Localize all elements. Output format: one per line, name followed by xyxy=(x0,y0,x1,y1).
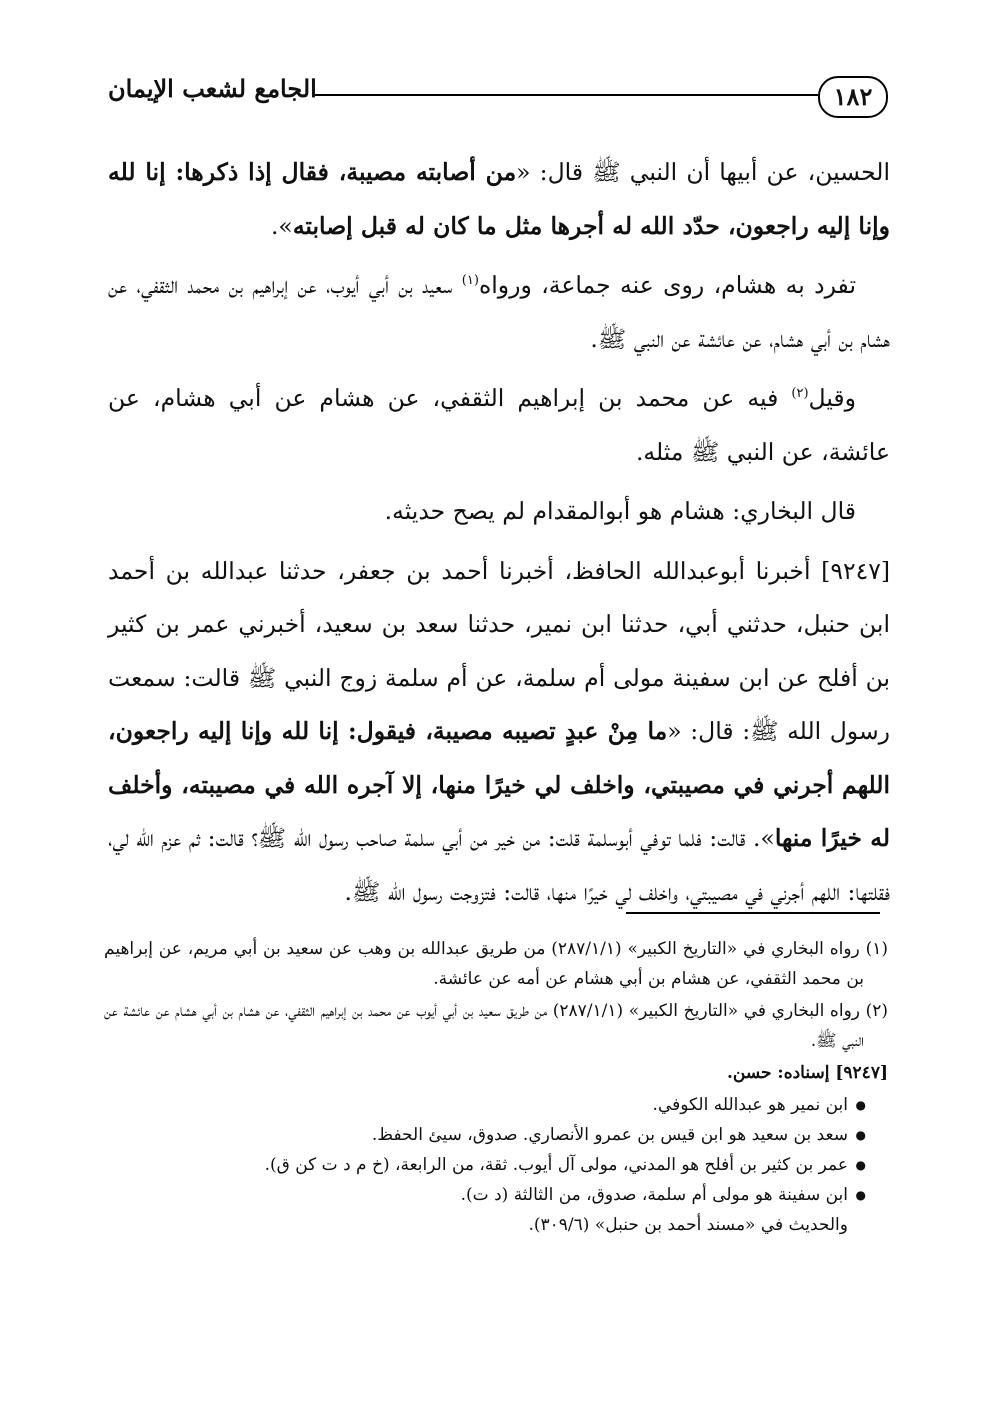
paragraph-2-rest: سعيد بن أبي أيوب، عن إبراهيم بن محمد الثقفي، عن هشام بن أبي هشام، عن عائشة عن النبي ﷺ. xyxy=(108,271,890,353)
footnote-ref-1[interactable]: (١) xyxy=(461,273,479,289)
hadith-quote-1: من أصابته مصيبة، فقال إذا ذكرها: إنا لله وإنا إليه راجعون، حدّد الله له أجرها مثل ما كان له قبل إصابته xyxy=(108,158,890,240)
paragraph-2-lead: تفرد به هشام، روى عنه جماعة، ورواه xyxy=(478,271,856,299)
footnotes-section xyxy=(104,934,888,1242)
closing-reference: والحديث في «مسند أحمد بن حنبل» (٣٠٩/٦). xyxy=(528,1215,848,1235)
paragraph-3-rest: فيه عن محمد بن إبراهيم الثقفي، عن هشام عن أبي هشام، عن عائشة، عن النبي ﷺ مثله. xyxy=(108,384,890,466)
main-text xyxy=(108,146,890,919)
list-item: ● ابن نمير هو عبدالله الكوفي. xyxy=(104,1090,848,1120)
footnote-separator xyxy=(626,912,880,914)
paragraph-4: قال البخاري: هشام هو أبوالمقدام لم يصح حديثه. xyxy=(384,497,856,525)
paragraph-5-lead: [٩٢٤٧] أخبرنا أبوعبدالله الحافظ، أخبرنا أحمد بن جعفر، حدثنا عبدالله بن أحمد ابن حنبل، حدثني أبي، حدثنا ابن نمير، حدثنا سعد بن سعيد، أخبرني عمر بن كثير بن أفلح عن ابن سفينة مولى أم سلمة، عن أم سلمة زوج النبي ﷺ قالت: سمعت رسول الله ﷺ: قال: « xyxy=(108,556,890,745)
page-number: ١٨٢ xyxy=(818,76,888,118)
paragraph-3 xyxy=(108,372,890,479)
paragraph-3-lead: وقيل xyxy=(808,384,856,412)
paragraph-5 xyxy=(108,545,890,920)
isnad-grade-label: [٩٢٤٧] إسناده: حسن. xyxy=(726,1063,888,1083)
book-title: الجامع لشعب الإيمان xyxy=(108,74,317,103)
paragraph-1-end: ». xyxy=(270,211,293,240)
hadith-quote-2: ما مِنْ عبدٍ تصيبه مصيبة، فيقول: إنا لله وإنا إليه راجعون، اللهم أجرني في مصيبتي، واخلف لي خيرًا منها، إلا آجره الله في مصيبته، وأخلف له خيرًا منها xyxy=(108,717,890,852)
paragraph-5-rest: ». قالت: فلما توفي أبوسلمة قلت: من خير من أبي سلمة صاحب رسول الله ﷺ؟ قالت: ثم عزم الله لي، فقلتها: اللهم أجرني في مصيبتي، واخلف لي خيرًا منها، قالت: فتزوجت رسول الله ﷺ. xyxy=(108,824,890,906)
narrator-notes-list xyxy=(104,1090,888,1210)
footnote-ref-2[interactable]: (٢) xyxy=(791,386,809,402)
footnote-2: (٢) رواه البخاري في «التاريخ الكبير» (٢٨٧/١/١) من طريق سعيد بن أبي أيوب عن محمد بن إبراهيم الثقفي، عن هشام بن أبي هشام عن عائشة عن النبي ﷺ. xyxy=(104,1001,888,1051)
list-item: ● ابن سفينة هو مولى أم سلمة، صدوق، من الثالثة (د ت). xyxy=(104,1180,848,1210)
paragraph-1 xyxy=(108,146,890,253)
paragraph-2 xyxy=(108,259,890,366)
list-item: ● سعد بن سعيد هو ابن قيس بن عمرو الأنصاري. صدوق، سيئ الحفظ. xyxy=(104,1120,848,1150)
footnote-1: (١) رواه البخاري في «التاريخ الكبير» (٢٨٧/١/١) من طريق عبدالله بن وهب عن سعيد بن أبي مريم، عن إبراهيم بن محمد الثقفي، عن هشام بن أبي هشام عن أمه عن عائشة. xyxy=(104,939,888,989)
paragraph-1-lead: الحسين، عن أبيها أن النبي ﷺ قال: « xyxy=(516,158,890,186)
list-item: ● عمر بن كثير بن أفلح هو المدني، مولى آل أيوب. ثقة، من الرابعة، (خ م د ت كن ق). xyxy=(104,1150,848,1180)
page-header xyxy=(108,72,888,122)
header-rule xyxy=(313,94,818,96)
